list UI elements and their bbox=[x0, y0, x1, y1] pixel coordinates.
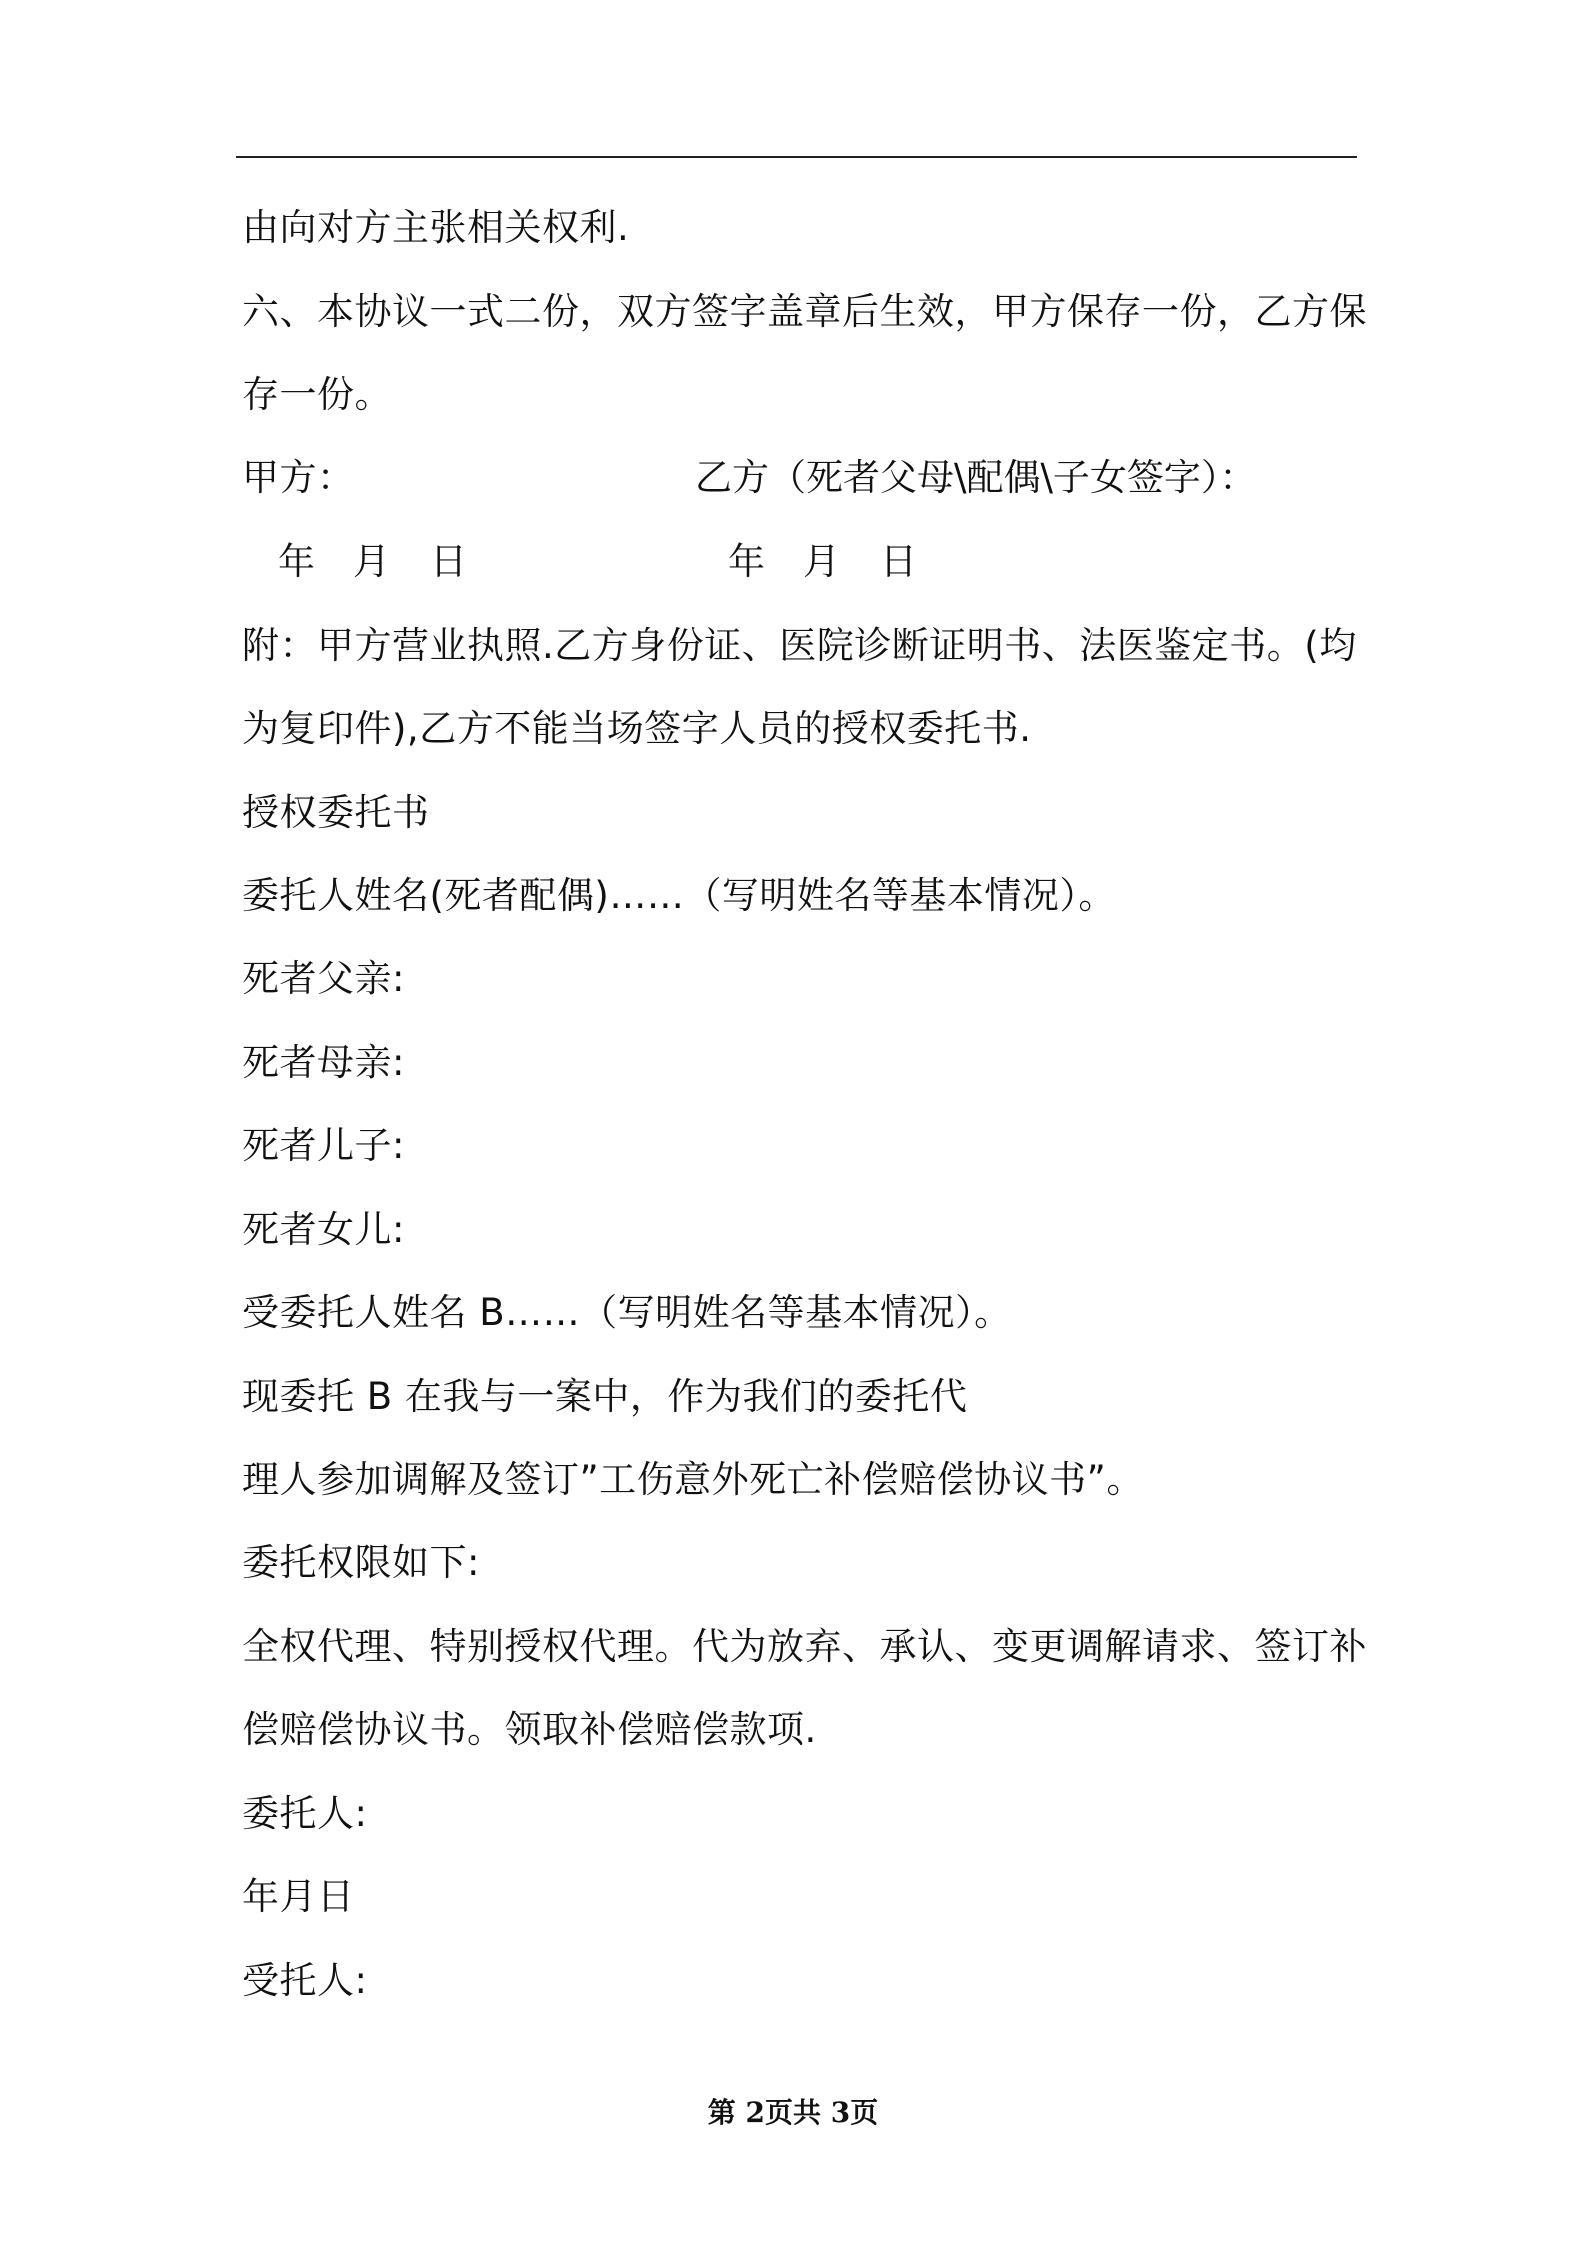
page-number: 第 2页共 3页 bbox=[707, 2096, 879, 2129]
party-a-label: 甲方： bbox=[242, 456, 355, 499]
header-rule bbox=[236, 156, 1357, 158]
principal-name: 委托人姓名(死者配偶)……（写明姓名等基本情况）。 bbox=[242, 874, 1116, 917]
attachment-line1: 附：甲方营业执照.乙方身份证、医院诊断证明书、法医鉴定书。(均 bbox=[242, 624, 1357, 667]
party-a-year: 年 bbox=[278, 540, 315, 583]
agent-name: 受委托人姓名 B……（写明姓名等基本情况）。 bbox=[242, 1291, 1012, 1334]
deceased-mother: 死者母亲: bbox=[242, 1041, 405, 1084]
paragraph-six-line2: 存一份。 bbox=[242, 373, 392, 416]
party-b-day: 日 bbox=[880, 540, 917, 583]
deceased-father: 死者父亲: bbox=[242, 957, 405, 1000]
party-b-year: 年 bbox=[728, 540, 765, 583]
deceased-daughter: 死者女儿: bbox=[242, 1208, 405, 1251]
entrust-line2: 理人参加调解及签订”工伤意外死亡补偿赔偿协议书”。 bbox=[242, 1458, 1144, 1501]
signature-date: 年月日 bbox=[242, 1875, 355, 1918]
scope-line1: 全权代理、特别授权代理。代为放弃、承认、变更调解请求、签订补 bbox=[242, 1625, 1367, 1668]
scope-line2: 偿赔偿协议书。领取补偿赔偿款项. bbox=[242, 1708, 817, 1751]
principal-signature: 委托人: bbox=[242, 1792, 368, 1835]
party-a-month: 月 bbox=[353, 540, 390, 583]
party-b-label: 乙方（死者父母\配偶\子女签字）： bbox=[695, 456, 1257, 499]
entrust-line1: 现委托 B 在我与一案中，作为我们的委托代 bbox=[242, 1375, 968, 1418]
agent-signature: 受托人: bbox=[242, 1959, 368, 2002]
attachment-line2: 为复印件),乙方不能当场签字人员的授权委托书. bbox=[242, 707, 1032, 750]
party-b-month: 月 bbox=[803, 540, 840, 583]
deceased-son: 死者儿子: bbox=[242, 1124, 405, 1167]
scope-title: 委托权限如下: bbox=[242, 1541, 480, 1584]
party-a-day: 日 bbox=[430, 540, 467, 583]
paragraph-six-line1: 六、本协议一式二份，双方签字盖章后生效，甲方保存一份，乙方保 bbox=[242, 290, 1367, 333]
paragraph-rights: 由向对方主张相关权利. bbox=[242, 206, 630, 249]
authorization-title: 授权委托书 bbox=[242, 791, 430, 834]
